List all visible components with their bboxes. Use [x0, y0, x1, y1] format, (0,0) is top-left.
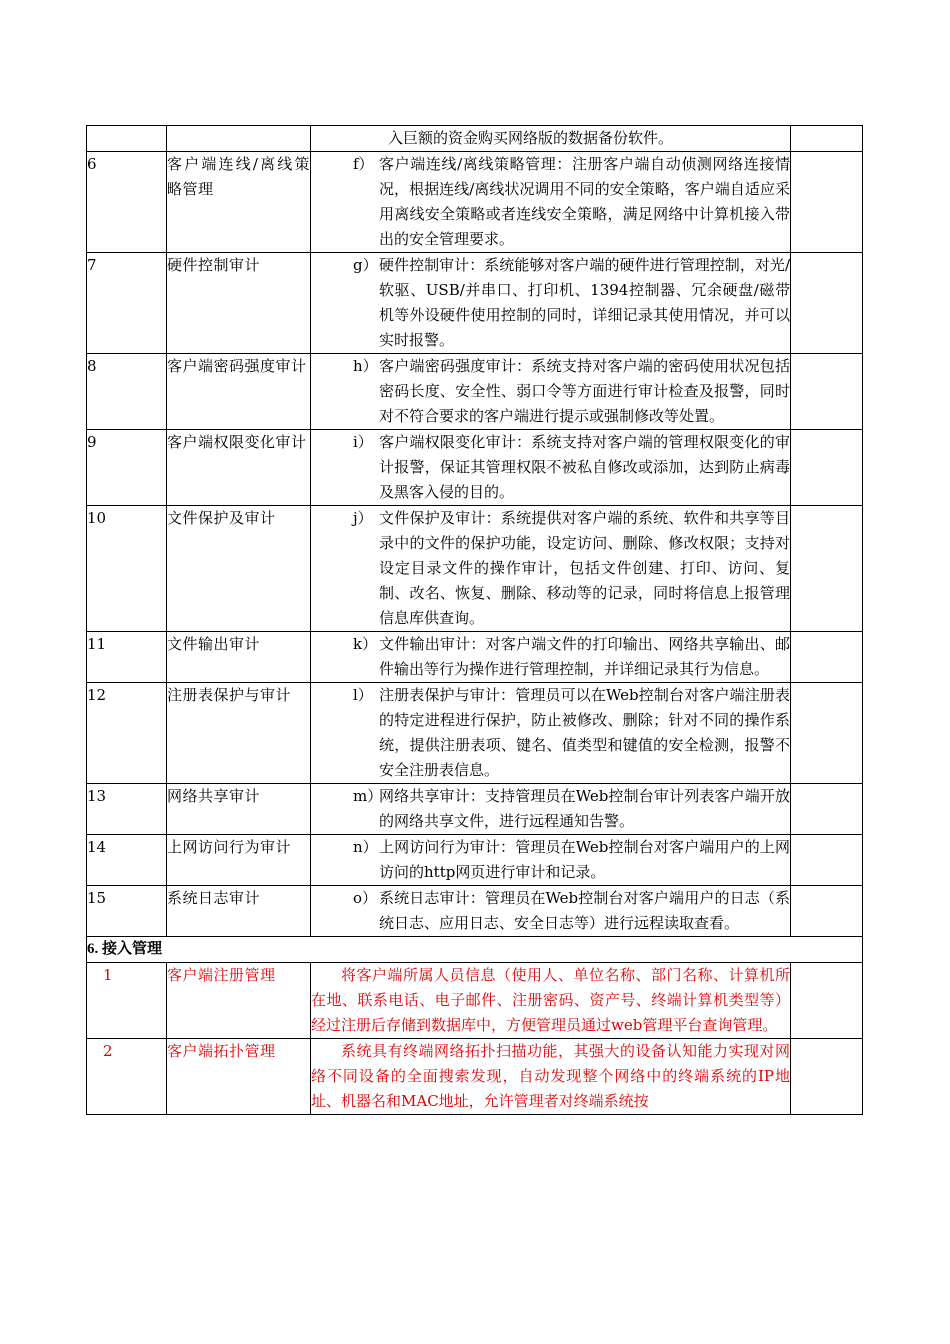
row-name: 上网访问行为审计 [167, 835, 311, 886]
table-row [87, 354, 863, 430]
row-name: 文件输出审计 [167, 632, 311, 683]
row-description: l） 注册表保护与审计：管理员可以在Web控制台对客户端注册表的特定进程进行保护，防止被修改、删除；针对不同的操作系统，提供注册表项、键名、值类型和键值的安全检测，报警不安全注册表信息。 [311, 683, 790, 783]
table-row [87, 683, 863, 784]
continued-text: 入巨额的资金购买网络版的数据备份软件。 [311, 126, 791, 152]
table-row [87, 835, 863, 886]
spec-table [86, 125, 863, 1115]
row-description: h） 客户端密码强度审计：系统支持对客户端的密码使用状况包括密码长度、安全性、弱口令等方面进行审计检查及报警，同时对不符合要求的客户端进行提示或强制修改等处置。 [311, 354, 790, 429]
row-name: 客户端权限变化审计 [167, 430, 311, 506]
row-description: j） 文件保护及审计：系统提供对客户端的系统、软件和共享等目录中的文件的保护功能，设定访问、删除、修改权限；支持对设定目录文件的操作审计，包括文件创建、打印、访问、复制、改名、恢复、删除、移动等的记录，同时将信息上报管理信息库供查询。 [311, 506, 790, 631]
list-marker: h） [353, 357, 378, 375]
table-row [87, 253, 863, 354]
row-name: 文件保护及审计 [167, 506, 311, 632]
row-name: 客户端拓扑管理 [167, 1039, 311, 1115]
row-number: 12 [87, 683, 167, 784]
list-marker: i） [353, 433, 373, 451]
row-number: 14 [87, 835, 167, 886]
row-description: n） 上网访问行为审计：管理员在Web控制台对客户端用户的上网访问的http网页进行审计和记录。 [311, 835, 790, 885]
row-name: 网络共享审计 [167, 784, 311, 835]
row-name: 系统日志审计 [167, 886, 311, 937]
list-marker: m） [353, 787, 383, 805]
list-marker: f） [353, 155, 374, 173]
table-row [87, 784, 863, 835]
table-row [87, 506, 863, 632]
list-marker: n） [353, 838, 378, 856]
row-number: 8 [87, 354, 167, 430]
row-description: o） 系统日志审计：管理员在Web控制台对客户端用户的日志（系统日志、应用日志、安全日志等）进行远程读取查看。 [311, 886, 790, 936]
row-number: 6 [87, 152, 167, 253]
row-description: f） 客户端连线/离线策略管理：注册客户端自动侦测网络连接情况，根据连线/离线状况调用不同的安全策略，客户端自适应采用离线安全策略或者连线安全策略，满足网络中计算机接入带出的安全管理要求。 [311, 152, 790, 252]
table-row-continued [87, 126, 863, 152]
table-row [87, 1039, 863, 1115]
list-marker: g） [353, 256, 378, 274]
row-name: 客户端连线/离线策略管理 [167, 152, 311, 253]
row-number: 9 [87, 430, 167, 506]
list-marker: j） [353, 509, 373, 527]
row-number: 10 [87, 506, 167, 632]
row-description: 系统具有终端网络拓扑扫描功能，其强大的设备认知能力实现对网络不同设备的全面搜索发现，自动发现整个网络中的终端系统的IP地址、机器名和MAC地址，允许管理者对终端系统按 [311, 1039, 791, 1115]
row-number: 11 [87, 632, 167, 683]
table-row [87, 152, 863, 253]
row-number: 13 [87, 784, 167, 835]
row-description: 将客户端所属人员信息（使用人、单位名称、部门名称、计算机所在地、联系电话、电子邮件、注册密码、资产号、终端计算机类型等）经过注册后存储到数据库中，方便管理员通过web管理平台查询管理。 [311, 963, 791, 1039]
row-name: 注册表保护与审计 [167, 683, 311, 784]
table-row [87, 886, 863, 937]
list-marker: o） [353, 889, 378, 907]
row-description: m） 网络共享审计：支持管理员在Web控制台审计列表客户端开放的网络共享文件，进行远程通知告警。 [311, 784, 790, 834]
row-description: i） 客户端权限变化审计：系统支持对客户端的管理权限变化的审计报警，保证其管理权限不被私自修改或添加，达到防止病毒及黑客入侵的目的。 [311, 430, 790, 505]
list-marker: k） [353, 635, 378, 653]
section-header-row [87, 937, 863, 963]
row-description: g） 硬件控制审计：系统能够对客户端的硬件进行管理控制，对光/软驱、USB/并串口、打印机、1394控制器、冗余硬盘/磁带机等外设硬件使用控制的同时，详细记录其使用情况，并可以实时报警。 [311, 253, 790, 353]
list-marker: l） [353, 686, 373, 704]
section-title: 6. 接入管理 [87, 937, 863, 963]
row-name: 硬件控制审计 [167, 253, 311, 354]
table-row [87, 430, 863, 506]
row-number: 1 [87, 963, 167, 1039]
row-number: 2 [87, 1039, 167, 1115]
row-number: 15 [87, 886, 167, 937]
table-row [87, 632, 863, 683]
row-name: 客户端注册管理 [167, 963, 311, 1039]
row-name: 客户端密码强度审计 [167, 354, 311, 430]
row-number: 7 [87, 253, 167, 354]
table-row [87, 963, 863, 1039]
row-description: k） 文件输出审计：对客户端文件的打印输出、网络共享输出、邮件输出等行为操作进行管理控制，并详细记录其行为信息。 [311, 632, 790, 682]
